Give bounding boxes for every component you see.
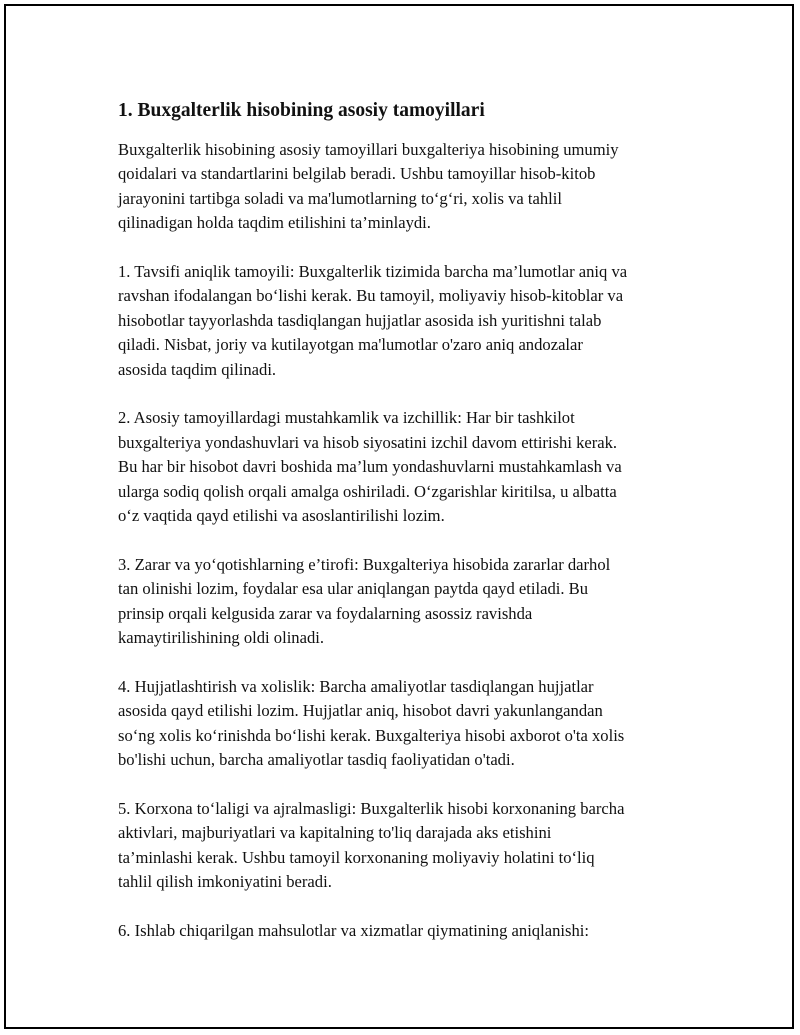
intro-paragraph [118,138,698,236]
principle-6-paragraph [118,919,698,943]
text-line: asosida taqdim qilinadi. [118,359,277,379]
text-line: qoidalari va standartlarini belgilab beradi. Ushbu tamoyillar hisob-kitob [118,164,596,184]
text-line: ta’minlashi kerak. Ushbu tamoyil korxonaning moliyaviy holatini to‘liq [118,847,595,867]
text-line: tahlil qilish imkoniyatini beradi. [118,872,332,892]
text-line: o‘z vaqtida qayd etilishi va asoslantirilishi lozim. [118,506,445,526]
text-line: Bu har bir hisobot davri boshida ma’lum yondashuvlarni mustahkamlash va [118,457,622,477]
text-line: qiladi. Nisbat, joriy va kutilayotgan ma'lumotlar o'zaro aniq andozalar [118,335,583,355]
text-line: ularga sodiq qolish orqali amalga oshiriladi. O‘zgarishlar kiritilsa, u albatta [118,481,617,501]
page-frame [4,4,794,1029]
principle-3-paragraph [118,553,698,651]
text-line: prinsip orqali kelgusida zarar va foydalarning asossiz ravishda [118,603,533,623]
document-body [118,98,698,968]
text-line: hisobotlar tayyorlashda tasdiqlangan hujjatlar asosida ish yuritishni talab [118,310,602,330]
principle-4-paragraph [118,675,698,773]
text-line: 3. Zarar va yo‘qotishlarning e’tirofi: Buxgalteriya hisobida zararlar darhol [118,554,611,574]
text-line: asosida qayd etilishi lozim. Hujjatlar aniq, hisobot davri yakunlangandan [118,701,603,721]
text-line: kamaytirilishining oldi olinadi. [118,628,325,648]
text-line: qilinadigan holda taqdim etilishini ta’minlaydi. [118,213,431,233]
text-line: aktivlari, majburiyatlari va kapitalning to'liq darajada aks etishini [118,823,552,843]
text-line: Buxgalterlik hisobining asosiy tamoyillari buxgalteriya hisobining umumiy [118,140,619,159]
text-line: bo'lishi uchun, barcha amaliyotlar tasdiq faoliyatidan o'tadi. [118,750,515,770]
section-heading: 1. Buxgalterlik hisobining asosiy tamoyillari [118,100,485,121]
text-line: 5. Korxona to‘laligi va ajralmasligi: Buxgalterlik hisobi korxonaning barcha [118,798,625,818]
text-line: 2. Asosiy tamoyillardagi mustahkamlik va izchillik: Har bir tashkilot [118,408,575,428]
text-line: 4. Hujjatlashtirish va xolislik: Barcha amaliyotlar tasdiqlangan hujjatlar [118,676,594,696]
text-line: 6. Ishlab chiqarilgan mahsulotlar va xizmatlar qiymatining aniqlanishi: [118,920,589,940]
text-line: ravshan ifodalangan bo‘lishi kerak. Bu tamoyil, moliyaviy hisob-kitoblar va [118,286,624,306]
text-line: so‘ng xolis ko‘rinishda bo‘lishi kerak. Buxgalteriya hisobi axborot o'ta xolis [118,725,625,745]
principle-2-paragraph [118,406,698,528]
text-line: buxgalteriya yondashuvlari va hisob siyosatini izchil davom ettirishi kerak. [118,432,618,452]
text-line: 1. Tavsifi aniqlik tamoyili: Buxgalterlik tizimida barcha ma’lumotlar aniq va [118,262,628,282]
text-line: jarayonini tartibga soladi va ma'lumotlarning to‘g‘ri, xolis va tahlil [118,188,563,208]
principle-1-paragraph [118,260,698,382]
text-line: tan olinishi lozim, foydalar esa ular aniqlangan paytda qayd etiladi. Bu [118,579,589,599]
principle-5-paragraph [118,797,698,895]
